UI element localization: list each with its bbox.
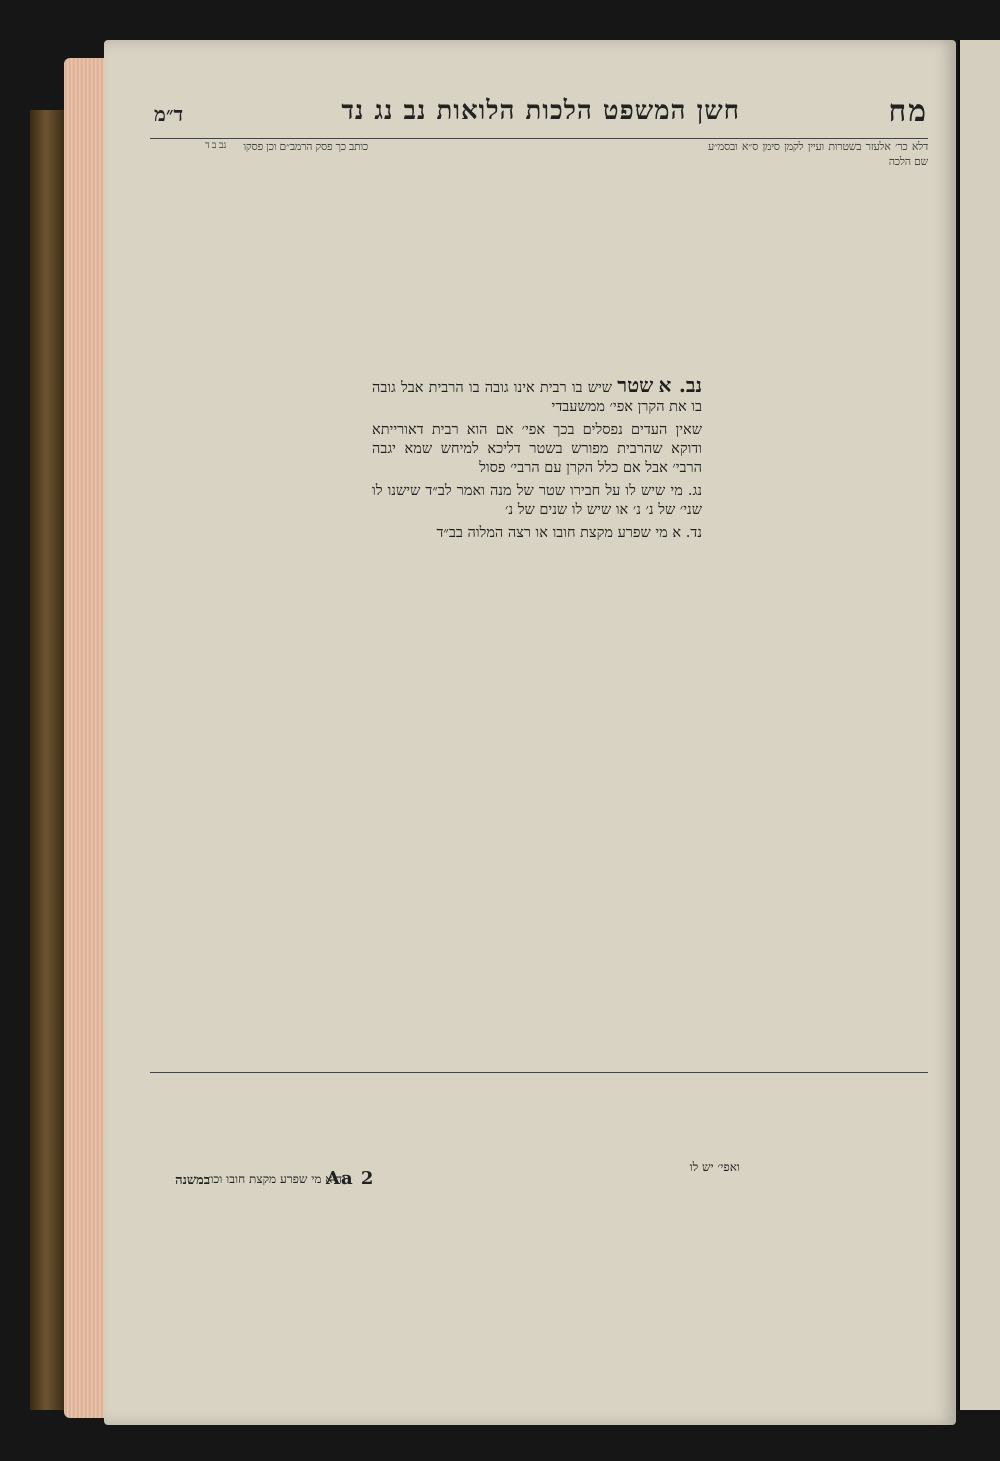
section-label: נב. א <box>658 376 702 397</box>
daf-marker: ד״מ <box>154 102 184 126</box>
main-paragraph: שאין העדים נפסלים בכך אפי׳ אם הוא רבית דאורייתא ודוקא שהרבית מפורש בשטר דליכא למיחש שמא יגבה הרבי׳ אבל אם כלל הקרן עם הרבי׳ פסול <box>372 422 702 476</box>
commentary-right-text: דלא כר׳ אלעזר בשטרות ועיין לקמן סימן ס״א ובסמ״ע שם הלכה <box>708 140 928 168</box>
header-rule <box>150 138 928 139</box>
main-text-block <box>372 376 702 896</box>
lead-word: שטר <box>617 376 654 397</box>
catchword-left: נד א מי שפרע מקצת חובו וכו׳ <box>207 1172 346 1186</box>
footer-rule <box>150 1072 928 1073</box>
catchword-right: ואפי׳ יש לו <box>689 1160 740 1174</box>
main-paragraph <box>372 376 702 417</box>
page-header <box>150 94 940 134</box>
mishna-label: במשנה <box>175 1173 210 1188</box>
next-page-edge <box>958 40 1000 1410</box>
commentary-middle-column <box>230 140 368 1070</box>
running-title: חשן המשפט הלכות הלואות נב נג נד <box>341 96 740 126</box>
main-paragraph: נג. מי שיש לו על חבירו שטר של מנה ואמר לב״ד שישנו לו שני׳ של נ׳ נ׳ או שיש לו שנים של נ׳ <box>372 483 702 518</box>
commentary-left-text: נב ב ד <box>204 140 226 151</box>
commentary-right-column <box>708 140 928 1070</box>
paragraph-text: שיש בו רבית אינו גובה בו הרבית אבל גובה בו את הקרן אפי׳ ממשעבדי <box>372 380 702 415</box>
commentary-left-column <box>150 140 226 820</box>
main-paragraph: נד. א מי שפרע מקצת חובו או רצה המלוה בב״ד <box>436 525 702 541</box>
commentary-middle-text: כותב כך פסק הרמב״ם וכן פסקו <box>243 140 368 153</box>
folio-number: מח <box>888 94 928 129</box>
printer-signature: Aa 2 <box>326 1168 375 1189</box>
